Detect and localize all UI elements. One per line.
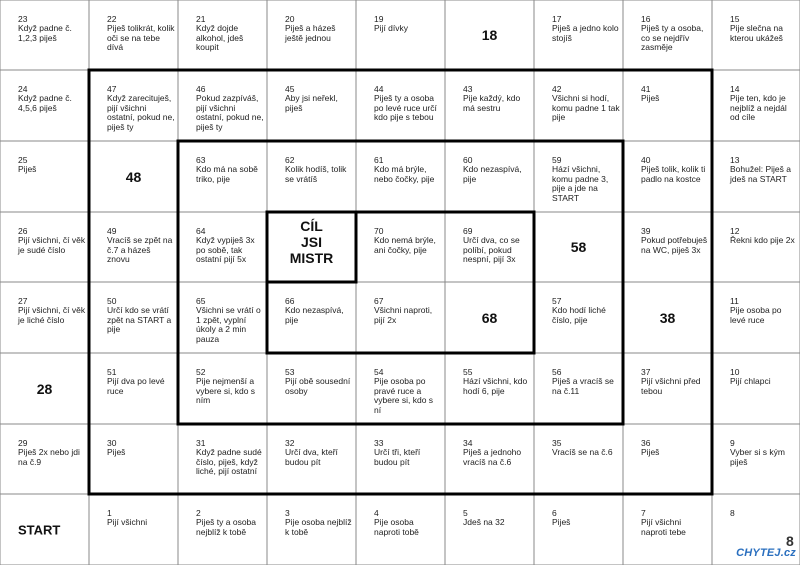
- field-instruction: Když padne č. 4,5,6 piješ: [18, 93, 72, 113]
- field-instruction: Piješ ty a osoba po levé ruce určí kdo pije s tebou: [374, 93, 437, 122]
- board-cell-c02: [178, 0, 267, 70]
- field-number: 59: [552, 155, 562, 165]
- board-cell-c08: [712, 0, 800, 70]
- field-instruction: Piješ tolik, kolik ti padlo na kostce: [641, 164, 706, 184]
- logo-text: CHYTEJ.cz: [736, 547, 796, 559]
- board-cell-c76: [534, 494, 623, 565]
- bonus-field-number: 58: [570, 239, 587, 255]
- field-instruction: Vracíš se zpět na č.7 a házeš znovu: [107, 235, 173, 264]
- field-instruction: Pijí chlapci: [730, 376, 771, 386]
- field-number: 64: [196, 226, 206, 236]
- board-cell-c34: [356, 212, 445, 282]
- field-number: 23: [18, 14, 28, 24]
- bonus-field-number: 68: [481, 309, 498, 326]
- field-number: 45: [285, 84, 295, 94]
- field-number: 39: [641, 226, 651, 236]
- field-number: 26: [18, 226, 28, 236]
- board-cell-c12: [178, 70, 267, 141]
- board-cell-c36: [534, 212, 623, 282]
- field-number: 42: [552, 84, 562, 94]
- field-instruction: Pije osoba po levé ruce: [730, 305, 782, 325]
- field-number: 55: [463, 367, 473, 377]
- goal-label: [267, 218, 356, 266]
- chytej-logo: [736, 533, 796, 559]
- field-instruction: Kdo nemá brýle, ani čočky, pije: [374, 235, 436, 255]
- board-cell-c28: [712, 141, 800, 212]
- field-instruction: Piješ a jednoho vracíš na č.6: [463, 447, 522, 467]
- field-number: 7: [641, 508, 646, 518]
- board-cell-c16: [534, 70, 623, 141]
- board-cell-c00: [0, 0, 89, 70]
- board-cell-c04: [356, 0, 445, 70]
- field-instruction: Piješ a vracíš se na č.11: [552, 376, 614, 396]
- board-cell-c67: [623, 424, 712, 494]
- field-number: 13: [730, 155, 740, 165]
- field-number: 60: [463, 155, 473, 165]
- board-cell-c63: [267, 424, 356, 494]
- field-instruction: Kolik hodíš, tolik se vrátíš: [285, 164, 347, 184]
- field-instruction: Piješ: [641, 447, 660, 457]
- field-number: 31: [196, 438, 206, 448]
- board-cell-c05: [445, 0, 534, 70]
- board-cell-c52: [178, 353, 267, 424]
- board-cell-c17: [623, 70, 712, 141]
- field-number: 19: [374, 14, 384, 24]
- field-instruction: Pijí všichni, čí věk je liché číslo: [18, 305, 86, 325]
- field-instruction: Řekni kdo pije 2x: [730, 235, 795, 245]
- field-number: 52: [196, 367, 206, 377]
- field-number: 43: [463, 84, 473, 94]
- board-cell-c50: [0, 353, 89, 424]
- field-number: 37: [641, 367, 651, 377]
- field-instruction: Všichni si hodí, komu padne 1 tak pije: [552, 93, 620, 122]
- board-cell-c40: [0, 282, 89, 353]
- bonus-field-number: 28: [36, 380, 53, 397]
- board-cell-c38: [712, 212, 800, 282]
- field-instruction: Určí dva, co se políbí, pokud nespní, pijí 3x: [463, 235, 520, 264]
- board-cell-c77: [623, 494, 712, 565]
- board-cell-c75: [445, 494, 534, 565]
- board-cell-c48: [712, 282, 800, 353]
- field-instruction: Bohužel: Piješ a jdeš na START: [730, 164, 791, 184]
- board-cell-c10: [0, 70, 89, 141]
- field-instruction: Piješ: [18, 164, 37, 174]
- board-cell-c37: [623, 212, 712, 282]
- field-instruction: Pijí všichni, čí věk je sudé číslo: [18, 235, 86, 255]
- board-cell-c22: [178, 141, 267, 212]
- board-cell-c44: [356, 282, 445, 353]
- board-cell-c20: [0, 141, 89, 212]
- board-cell-c66: [534, 424, 623, 494]
- field-instruction: Pije každý, kdo má sestru: [463, 93, 521, 113]
- field-instruction: Piješ ty a osoba nejblíž k tobě: [196, 517, 257, 537]
- field-number: 10: [730, 367, 740, 377]
- field-number: 41: [641, 84, 651, 94]
- field-number: 9: [730, 438, 735, 448]
- field-instruction: Když dojde alkohol, jdeš koupit: [196, 23, 244, 52]
- field-instruction: Hází všichni, kdo hodí 6, pije: [463, 376, 528, 396]
- field-number: 70: [374, 226, 384, 236]
- field-number: 24: [18, 84, 28, 94]
- field-number: 21: [196, 14, 206, 24]
- field-number: 34: [463, 438, 473, 448]
- field-instruction: Piješ: [552, 517, 571, 527]
- field-number: 36: [641, 438, 651, 448]
- field-instruction: Pijí obě sousední osoby: [285, 376, 351, 396]
- board-cell-c62: [178, 424, 267, 494]
- field-number: 46: [196, 84, 206, 94]
- field-number: 56: [552, 367, 562, 377]
- board-cell-c70: [0, 494, 89, 565]
- board-cell-c07: [623, 0, 712, 70]
- board-cell-c03: [267, 0, 356, 70]
- goal-label-line: MISTR: [289, 250, 334, 266]
- field-instruction: Pijí všichni před tebou: [641, 376, 701, 396]
- field-number: 6: [552, 508, 557, 518]
- field-instruction: Určí kdo se vrátí zpět na START a pije: [107, 305, 172, 334]
- field-number: 20: [285, 14, 295, 24]
- field-number: 12: [730, 226, 740, 236]
- field-instruction: Kdo nezaspívá, pije: [463, 164, 522, 184]
- field-number: 32: [285, 438, 295, 448]
- field-number: 29: [18, 438, 28, 448]
- field-instruction: Piješ a jedno kolo stojíš: [552, 23, 619, 43]
- board-cell-c15: [445, 70, 534, 141]
- field-instruction: Pije osoba naproti tobě: [374, 517, 419, 537]
- field-instruction: Kdo nezaspívá, pije: [285, 305, 344, 325]
- field-number: 33: [374, 438, 384, 448]
- field-instruction: Kdo má na sobě triko, pije: [196, 164, 258, 184]
- field-instruction: Piješ 2x nebo jdi na č.9: [18, 447, 80, 467]
- field-number: 30: [107, 438, 117, 448]
- field-number: 66: [285, 296, 295, 306]
- field-number: 50: [107, 296, 117, 306]
- board-cell-c01: [89, 0, 178, 70]
- board-cell-c41: [89, 282, 178, 353]
- board-cell-c32: [178, 212, 267, 282]
- field-instruction: Piješ a házeš ještě jednou: [285, 23, 336, 43]
- field-number: 61: [374, 155, 384, 165]
- field-instruction: Jdeš na 32: [463, 517, 505, 527]
- field-instruction: Pije osoba po pravé ruce a vybere si, kdo s ní: [374, 376, 434, 415]
- field-instruction: Pije slečna na kterou ukážeš: [730, 23, 783, 43]
- board-cell-c65: [445, 424, 534, 494]
- field-instruction: Piješ: [107, 447, 126, 457]
- field-instruction: Piješ ty a osoba, co se nejdřív zasměje: [641, 23, 704, 52]
- field-number: 47: [107, 84, 117, 94]
- field-number: 62: [285, 155, 295, 165]
- field-number: 4: [374, 508, 379, 518]
- field-number: 44: [374, 84, 384, 94]
- field-instruction: Pokud zazpíváš, pijí všichni ostatní, pokud ne, piješ ty: [196, 93, 264, 132]
- board-cell-c47: [623, 282, 712, 353]
- board-cell-c43: [267, 282, 356, 353]
- field-number: 16: [641, 14, 651, 24]
- goal-label-line: JSI: [300, 234, 322, 250]
- board-cell-c73: [267, 494, 356, 565]
- field-instruction: Piješ: [641, 93, 660, 103]
- board-cell-c23: [267, 141, 356, 212]
- board-cell-c61: [89, 424, 178, 494]
- field-number: 27: [18, 296, 28, 306]
- board-cell-c27: [623, 141, 712, 212]
- field-number: 65: [196, 296, 206, 306]
- board-cell-c06: [534, 0, 623, 70]
- field-instruction: Piješ tolikrát, kolik oči se na tebe dívá: [107, 23, 175, 52]
- field-number: 54: [374, 367, 384, 377]
- board-cell-c54: [356, 353, 445, 424]
- field-instruction: Vyber si s kým piješ: [730, 447, 785, 467]
- field-instruction: Kdo má brýle, nebo čočky, pije: [374, 164, 435, 184]
- field-number: 63: [196, 155, 206, 165]
- board-cell-c64: [356, 424, 445, 494]
- field-number: 69: [463, 226, 473, 236]
- field-instruction: Všichni se vrátí o 1 zpět, vyplní úkoly a 2 min pauza: [196, 305, 261, 344]
- field-instruction: Když padne sudé číslo, piješ, když liché, pijí ostatní: [196, 447, 262, 476]
- board-cell-c55: [445, 353, 534, 424]
- board-cell-c14: [356, 70, 445, 141]
- field-number: 1: [107, 508, 112, 518]
- field-instruction: Když zarecituješ, pijí všichni ostatní, pokud ne, piješ ty: [107, 93, 175, 132]
- board-cell-c58: [712, 353, 800, 424]
- field-number: 5: [463, 508, 468, 518]
- bonus-field-number: 48: [125, 168, 142, 185]
- board-cell-c13: [267, 70, 356, 141]
- board-cell-c26: [534, 141, 623, 212]
- board-cell-c25: [445, 141, 534, 212]
- field-instruction: Vracíš se na č.6: [552, 447, 613, 457]
- field-instruction: Všichni naproti, pijí 2x: [374, 305, 433, 325]
- field-number: 49: [107, 226, 117, 236]
- field-number: 51: [107, 367, 117, 377]
- field-instruction: Pijí všichni: [107, 517, 148, 527]
- field-instruction: Určí dva, kteří budou pít: [285, 447, 338, 467]
- field-instruction: Pokud potřebuješ na WC, piješ 3x: [641, 235, 708, 255]
- field-instruction: Když vypiješ 3x po sobě, tak ostatní pijí 5x: [196, 235, 255, 264]
- field-instruction: Kdo hodí liché číslo, pije: [552, 305, 606, 325]
- board-cell-c53: [267, 353, 356, 424]
- field-instruction: Pije ten, kdo je nejblíž a nejdál od cíle: [730, 93, 787, 122]
- field-instruction: Pije nejmenší a vybere si, kdo s ním: [196, 376, 256, 405]
- field-instruction: Pijí dva po levé ruce: [107, 376, 165, 396]
- field-instruction: Pije osoba nejblíž k tobě: [285, 517, 352, 537]
- field-number: 40: [641, 155, 651, 165]
- board-cell-c68: [712, 424, 800, 494]
- board-cell-c56: [534, 353, 623, 424]
- field-instruction: Aby jsi neřekl, piješ: [285, 93, 338, 113]
- field-instruction: Určí tři, kteří budou pít: [374, 447, 421, 467]
- field-number: 67: [374, 296, 384, 306]
- field-number: 8: [730, 508, 735, 518]
- field-number: 15: [730, 14, 740, 24]
- field-instruction: Hází všichni, komu padne 3, pije a jde na START: [552, 164, 609, 203]
- board-cell-c11: [89, 70, 178, 141]
- board-cell-c18: [712, 70, 800, 141]
- field-number: 2: [196, 508, 201, 518]
- board-cell-c31: [89, 212, 178, 282]
- field-number: 3: [285, 508, 290, 518]
- board-cell-c60: [0, 424, 89, 494]
- field-number: 22: [107, 14, 117, 24]
- board-cell-c46: [534, 282, 623, 353]
- board-cell-c21: [89, 141, 178, 212]
- board-cell-c51: [89, 353, 178, 424]
- board-cell-c24: [356, 141, 445, 212]
- start-label: START: [18, 522, 61, 537]
- field-number: 11: [730, 296, 739, 306]
- board-cell-c33: [267, 212, 356, 282]
- board-cell-c71: [89, 494, 178, 565]
- field-instruction: Pijí všichni naproti tebe: [641, 517, 686, 537]
- field-instruction: Když padne č. 1,2,3 piješ: [18, 23, 72, 43]
- bonus-field-number: 38: [659, 309, 676, 326]
- field-number: 25: [18, 155, 28, 165]
- board-cell-c35: [445, 212, 534, 282]
- board-cell-c30: [0, 212, 89, 282]
- field-instruction: Pijí dívky: [374, 23, 409, 33]
- board-cell-c45: [445, 282, 534, 353]
- bonus-field-number: 18: [481, 27, 498, 43]
- goal-label-line: CÍL: [300, 218, 323, 234]
- field-number: 17: [552, 14, 562, 24]
- board-cell-c72: [178, 494, 267, 565]
- board-cell-c57: [623, 353, 712, 424]
- board-cell-c42: [178, 282, 267, 353]
- logo-badge: 8: [786, 533, 794, 549]
- field-number: 35: [552, 438, 562, 448]
- field-number: 53: [285, 367, 295, 377]
- board-cell-c74: [356, 494, 445, 565]
- field-number: 14: [730, 84, 740, 94]
- field-number: 57: [552, 296, 562, 306]
